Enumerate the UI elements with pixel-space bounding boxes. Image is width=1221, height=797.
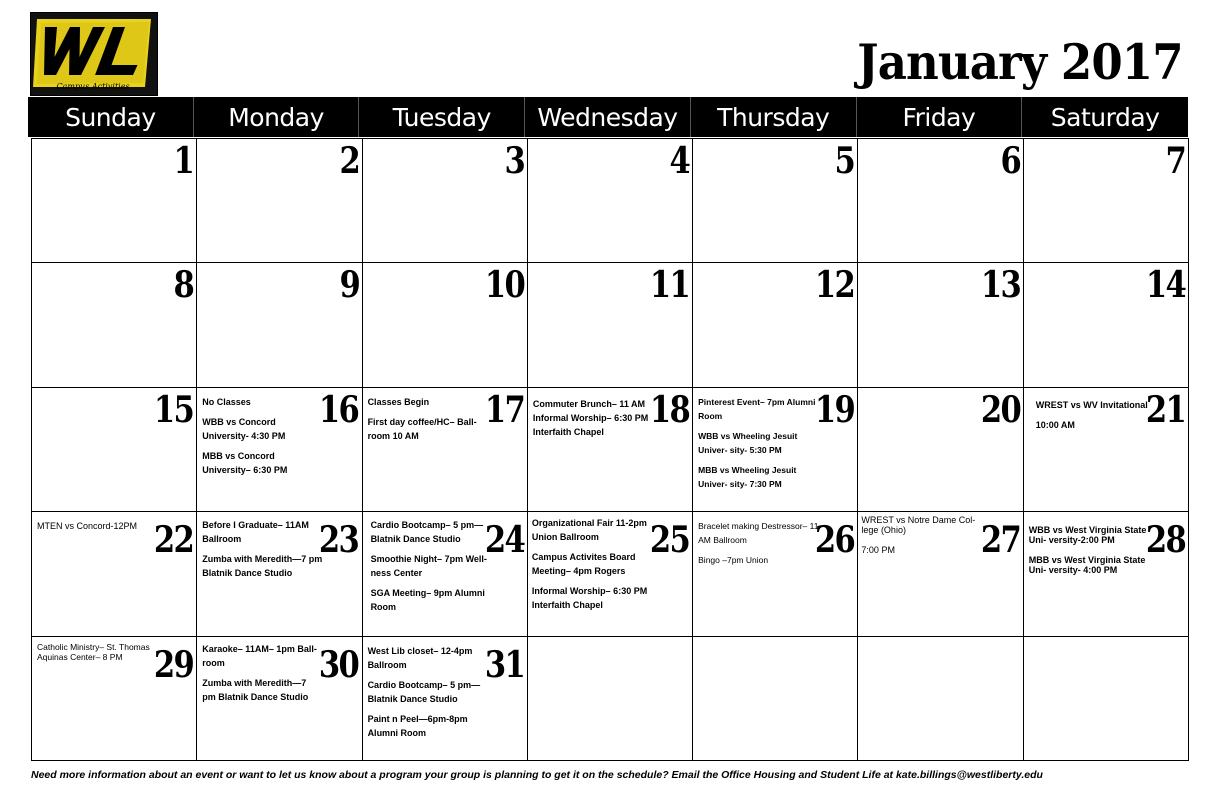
empty-cell (1024, 637, 1189, 761)
event-list (37, 642, 155, 672)
weekday-thursday: Thursday (691, 97, 857, 137)
day-cell (32, 512, 197, 636)
day-cell (528, 388, 693, 512)
day-number: 16 (319, 388, 359, 431)
day-cell (1024, 388, 1189, 512)
day-cell (528, 512, 693, 636)
event-item: Cardio Bootcamp– 5 pm— Blatnik Dance Studio (370, 520, 484, 545)
event-list (368, 644, 486, 746)
event-item: Informal Worship– 6:30 PM Interfaith Chapel (531, 586, 648, 611)
day-number: 12 (815, 264, 855, 307)
empty-cell (528, 637, 693, 761)
event-item: Smoothie Night– 7pm Well- ness Center (370, 554, 487, 579)
day-cell (858, 139, 1023, 263)
day-number: 25 (649, 519, 690, 562)
event-list (861, 515, 977, 565)
day-number: 19 (815, 388, 855, 431)
weekday-tuesday: Tuesday (359, 97, 525, 137)
day-cell (528, 263, 693, 387)
event-item: Before I Graduate– 11AM Ballroom (202, 520, 309, 545)
day-number: 20 (980, 388, 1020, 431)
day-number: 9 (338, 264, 359, 307)
day-cell (363, 263, 528, 387)
event-list (698, 395, 820, 497)
event-item: Informal Worship– 6:30 PM Interfaith Chapel (532, 412, 649, 437)
event-item: WREST vs WV Invitational (1035, 399, 1148, 410)
day-number: 7 (1165, 140, 1185, 182)
event-item: WBB vs Wheeling Jesuit Univer- sity- 5:30 PM (698, 430, 798, 455)
day-cell (32, 388, 197, 512)
event-list (698, 519, 820, 573)
event-item: Zumba with Meredith—7 pm Blatnik Dance Studio (202, 677, 309, 702)
day-cell (858, 263, 1023, 387)
event-item: Pinterest Event– 7pm Alumni Room (698, 396, 816, 421)
day-number: 24 (484, 519, 524, 562)
day-number: 14 (1145, 264, 1185, 307)
day-number: 13 (980, 264, 1020, 307)
event-item: Classes Begin (367, 396, 430, 407)
day-number: 2 (338, 140, 359, 182)
campus-activities-logo (30, 12, 158, 96)
empty-cell (858, 637, 1023, 761)
event-item: First day coffee/HC– Ball- room 10 AM (367, 416, 477, 441)
day-cell (1024, 139, 1189, 263)
event-item: Zumba with Meredith—7 pm Blatnik Dance Studio (202, 554, 323, 579)
day-number: 10 (484, 264, 524, 307)
event-list (202, 395, 320, 483)
day-number: 17 (484, 388, 524, 431)
event-item: Cardio Bootcamp– 5 pm— Blatnik Dance Studio (367, 679, 481, 704)
event-list (37, 519, 157, 539)
day-cell (32, 139, 197, 263)
event-list (533, 397, 659, 445)
event-item: Campus Activites Board Meeting– 4pm Rogers (531, 552, 636, 577)
weekday-wednesday: Wednesday (525, 97, 691, 137)
day-cell (363, 637, 528, 761)
day-number: 3 (504, 140, 524, 182)
day-number: 1 (173, 140, 194, 182)
event-item: Commuter Brunch– 11 AM (532, 398, 646, 409)
day-number: 22 (154, 519, 194, 562)
event-list (368, 395, 480, 449)
event-item: Karaoke– 11AM– 1pm Ball- room (202, 643, 317, 668)
event-list (202, 518, 326, 586)
day-number: 31 (484, 643, 524, 686)
event-item: WREST vs Notre Dame Col- lege (Ohio) (861, 515, 976, 536)
day-number: 4 (669, 140, 690, 182)
event-item: No Classes (202, 396, 251, 407)
event-item: MBB vs West Virginia State Uni- versity- 4:00 PM (1028, 555, 1146, 576)
event-item: 10:00 AM (1035, 419, 1075, 430)
day-cell (1024, 263, 1189, 387)
day-number: 28 (1145, 519, 1185, 562)
svg-text:Campus Activities: Campus Activities (56, 82, 130, 91)
footer-note: Need more information about an event or want to let us know about a program your group is planning to get it on the schedule? Email the Office Housing and Student Life at kate.billings@westliberty.edu (31, 769, 1043, 781)
day-cell (197, 388, 362, 512)
day-cell (858, 388, 1023, 512)
day-number: 21 (1145, 388, 1185, 431)
weekday-sunday: Sunday (28, 97, 194, 137)
event-item: Organizational Fair 11-2pm Union Ballroom (531, 518, 647, 543)
event-item: West Lib closet– 12-4pm Ballroom (367, 645, 473, 670)
day-cell (693, 388, 858, 512)
event-list (202, 642, 320, 710)
event-item: 7:00 PM (861, 545, 895, 556)
day-number: 6 (1000, 140, 1020, 182)
empty-cell (693, 637, 858, 761)
day-number: 15 (154, 388, 194, 431)
day-number: 27 (980, 519, 1020, 562)
weekday-saturday: Saturday (1050, 102, 1160, 132)
event-item: MTEN vs Concord-12PM (37, 521, 138, 532)
event-item: Bracelet making Destressor– 11 AM Ballroom (698, 521, 819, 546)
day-cell (32, 263, 197, 387)
day-number: 30 (319, 643, 359, 686)
day-cell (858, 512, 1023, 636)
day-cell (528, 139, 693, 263)
day-number: 8 (173, 264, 194, 307)
day-number: 23 (319, 519, 359, 562)
day-cell (1024, 512, 1189, 636)
weekday-monday: Monday (194, 97, 360, 137)
event-list (1029, 525, 1163, 585)
day-cell (693, 512, 858, 636)
event-item: Catholic Ministry– St. Thomas Aquinas Center– 8 PM (37, 641, 150, 662)
event-item: WBB vs Concord University- 4:30 PM (202, 416, 286, 441)
day-cell (197, 263, 362, 387)
event-item: Bingo –7pm Union (698, 555, 769, 566)
event-item: MBB vs Concord University– 6:30 PM (202, 450, 288, 475)
event-item: MBB vs Wheeling Jesuit Univer- sity- 7:30 PM (698, 464, 797, 489)
day-cell (693, 263, 858, 387)
day-cell (363, 512, 528, 636)
day-number: 11 (649, 264, 690, 307)
day-cell (197, 139, 362, 263)
day-number: 29 (154, 643, 194, 686)
day-cell (363, 139, 528, 263)
day-number: 26 (815, 519, 855, 562)
day-number: 18 (649, 388, 690, 431)
weekday-friday: Friday (857, 97, 1023, 137)
day-cell (32, 637, 197, 761)
calendar-grid (31, 138, 1189, 761)
event-list (532, 516, 656, 618)
day-cell (363, 388, 528, 512)
event-item: SGA Meeting– 9pm Alumni Room (370, 588, 485, 613)
weekday-header (28, 97, 1188, 137)
event-item: Paint n Peel—6pm-8pm Alumni Room (367, 713, 468, 738)
day-cell (197, 512, 362, 636)
event-list (371, 518, 493, 620)
event-list (1036, 398, 1156, 438)
event-item: WBB vs West Virginia State Uni- versity-2:00 PM (1028, 525, 1147, 546)
day-number: 5 (834, 140, 855, 182)
day-cell (693, 139, 858, 263)
month-title: January 2017 (857, 33, 1183, 91)
day-cell (197, 637, 362, 761)
